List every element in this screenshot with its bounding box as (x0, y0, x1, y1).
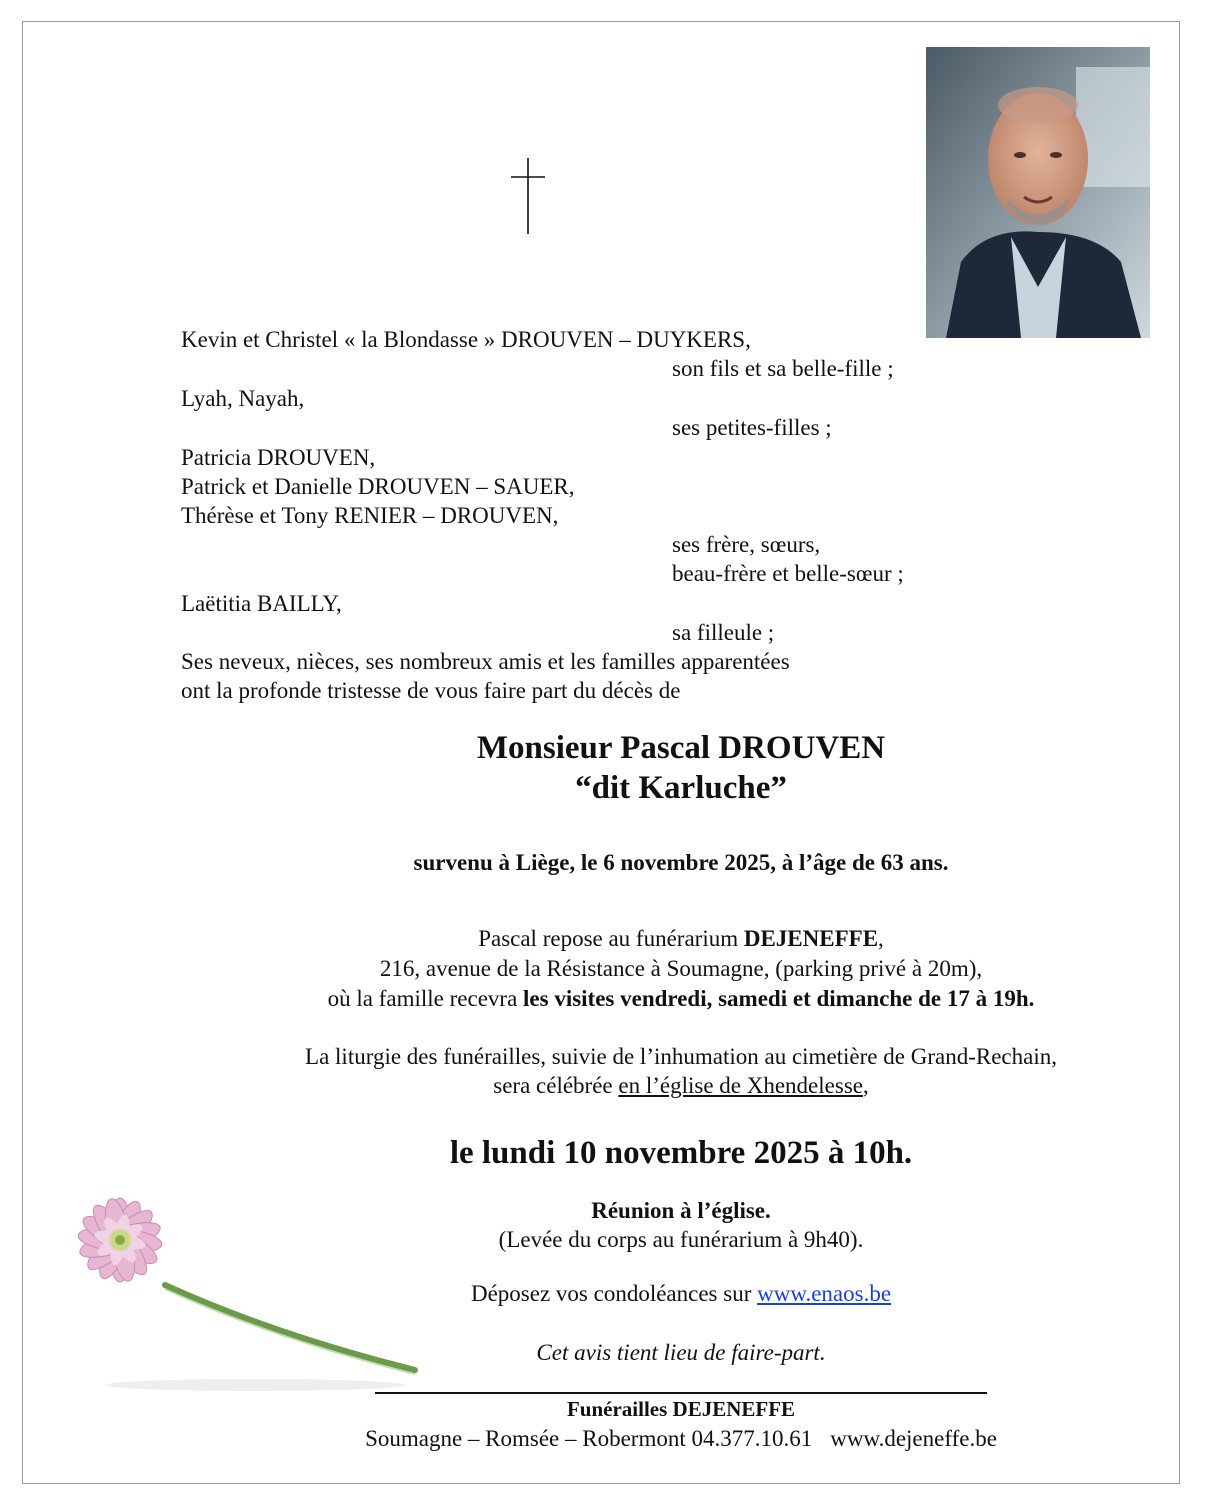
relation-granddaughters: ses petites-filles ; (672, 415, 832, 440)
relation-goddaughter: sa filleule ; (672, 620, 775, 645)
visitation-hours: les visites vendredi, samedi et dimanche de 17 à 19h. (523, 986, 1035, 1011)
funeral-date: le lundi 10 novembre 2025 à 10h. (449, 1135, 913, 1171)
visitation-line-1 (231, 924, 1131, 953)
deceased-name: Monsieur Pascal DROUVEN (476, 730, 886, 766)
footer-website[interactable]: www.dejeneffe.be (830, 1426, 997, 1451)
funeral-home-name: DEJENEFFE (743, 926, 879, 951)
family-line-others: Ses neveux, nièces, ses nombreux amis et les familles apparentées (181, 649, 790, 674)
condolences-text: Déposez vos condoléances sur (470, 1281, 758, 1306)
cross-icon (511, 158, 545, 234)
visitation-comma: , (878, 926, 884, 951)
notice-text: Cet avis tient lieu de faire-part. (536, 1340, 826, 1365)
footer-contact (281, 1424, 1081, 1453)
liturgy-line: La liturgie des funérailles, suivie de l’inhumation au cimetière de Grand-Rechain, (305, 1044, 1057, 1069)
relation-in-laws: beau-frère et belle-sœur ; (672, 561, 904, 586)
family-line-sibling-2: Patrick et Danielle DROUVEN – SAUER, (181, 474, 575, 499)
family-line-granddaughters: Lyah, Nayah, (181, 386, 305, 411)
footer-divider (375, 1392, 987, 1394)
visitation-address: 216, avenue de la Résistance à Soumagne, (parking privé à 20m), (379, 956, 983, 981)
deceased-nickname: “dit Karluche” (575, 770, 787, 806)
visitation-text: Pascal repose au funérarium (478, 926, 744, 951)
flower-illustration (55, 1185, 425, 1395)
family-line-goddaughter: Laëtitia BAILLY, (181, 591, 342, 616)
family-line-son: Kevin et Christel « la Blondasse » DROUVEN – DUYKERS, (181, 327, 751, 352)
family-line-sibling-3: Thérèse et Tony RENIER – DROUVEN, (181, 503, 559, 528)
family-line-sibling-1: Patricia DROUVEN, (181, 445, 376, 470)
levee-info: (Levée du corps au funérarium à 9h40). (498, 1227, 864, 1252)
relation-siblings: ses frère, sœurs, (672, 532, 821, 557)
footer-company: Funérailles DEJENEFFE (566, 1397, 796, 1421)
footer-locations-phone: Soumagne – Romsée – Robermont 04.377.10.61 (365, 1426, 813, 1451)
announcement-line: ont la profonde tristesse de vous faire part du décès de (181, 678, 681, 703)
church-intro: sera célébrée (493, 1073, 619, 1098)
visitation-intro: où la famille recevra (327, 986, 524, 1011)
portrait-photo (926, 47, 1150, 338)
church-name: en l’église de Xhendelesse (618, 1073, 863, 1098)
death-info: survenu à Liège, le 6 novembre 2025, à l’âge de 63 ans. (413, 850, 949, 875)
church-line (231, 1071, 1131, 1100)
relation-son: son fils et sa belle-fille ; (672, 356, 894, 381)
church-comma: , (862, 1073, 869, 1098)
condolences-link[interactable]: www.enaos.be (757, 1281, 892, 1306)
visitation-line-3 (231, 984, 1131, 1013)
meeting-info: Réunion à l’église. (591, 1198, 771, 1223)
